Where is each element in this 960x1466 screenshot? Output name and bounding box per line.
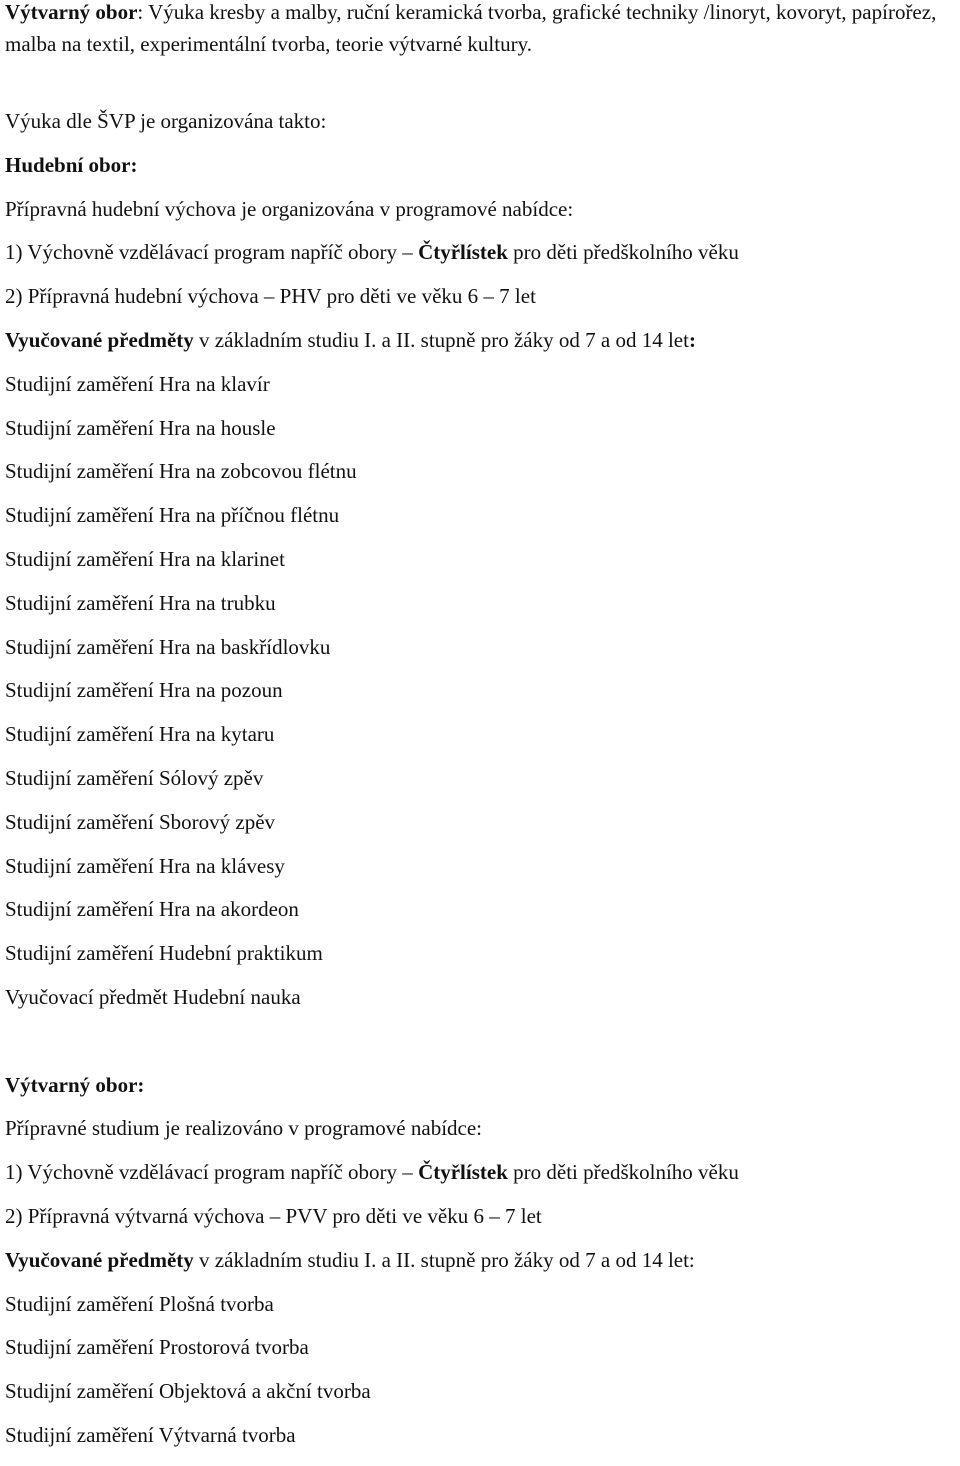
music-subjects-colon: : [688,327,696,352]
art-heading: Výtvarný obor: [5,1072,145,1097]
list-item: Studijní zaměření Plošná tvorba [5,1291,274,1316]
art-prep-line: Přípravné studium je realizováno v programové nabídce: [5,1116,483,1141]
list-item: Studijní zaměření Hra na baskřídlovku [5,634,331,659]
list-item: Studijní zaměření Hra na housle [5,415,276,440]
art-program-2: 2) Přípravná výtvarná výchova – PVV pro děti ve věku 6 – 7 let [5,1203,542,1228]
list-item: Studijní zaměření Prostorová tvorba [5,1335,309,1360]
list-item: Studijní zaměření Sborový zpěv [5,809,276,834]
music-heading: Hudební obor: [5,152,138,177]
music-program-1-prefix: 1) Výchovně vzdělávací program napříč obory – [5,240,419,265]
list-item: Studijní zaměření Hra na kytaru [5,722,275,747]
list-item: Studijní zaměření Hudební praktikum [5,941,323,966]
art-subjects-list [5,1283,955,1458]
list-item: Studijní zaměření Hra na příčnou flétnu [5,503,340,528]
music-subjects-list [5,363,955,1020]
art-program-1-name: Čtyřlístek [418,1160,508,1185]
music-program-1-name: Čtyřlístek [418,240,508,265]
music-subjects-line [5,319,955,363]
document-page [5,0,955,1458]
list-item: Studijní zaměření Hra na pozoun [5,678,283,703]
list-item: Studijní zaměření Výtvarná tvorba [5,1422,296,1447]
art-program-1 [5,1151,955,1195]
spacer [5,1020,955,1064]
art-program-1-prefix: 1) Výchovně vzdělávací program napříč obory – [5,1160,419,1185]
list-item: Studijní zaměření Hra na akordeon [5,897,299,922]
list-item: Studijní zaměření Hra na trubku [5,590,276,615]
music-program-1-suffix: pro děti předškolního věku [507,240,739,265]
music-program-1 [5,231,955,275]
intro-paragraph [5,0,955,60]
music-subjects-text: v základním studiu I. a II. stupně pro žáky od 7 a od 14 let [193,327,689,352]
list-item: Studijní zaměření Hra na klavír [5,371,270,396]
music-subjects-label: Vyučované předměty [5,327,194,352]
art-subjects-line [5,1239,955,1283]
list-item: Vyučovací předmět Hudební nauka [5,984,301,1009]
organization-line: Výuka dle ŠVP je organizována takto: [5,109,327,133]
list-item: Studijní zaměření Hra na zobcovou flétnu [5,459,357,484]
list-item: Studijní zaměření Sólový zpěv [5,765,264,790]
intro-text: : Výuka kresby a malby, ruční keramická tvorba, grafické techniky /linoryt, kovoryt, papírořez, malba na textil, experimentální tvorba, teorie výtvarné kultury. [5,0,937,56]
intro-label: Výtvarný obor [5,0,138,24]
spacer [5,60,955,100]
art-subjects-label: Vyučované předměty [5,1247,194,1272]
music-program-2: 2) Přípravná hudební výchova – PHV pro děti ve věku 6 – 7 let [5,284,536,309]
art-subjects-text: v základním studiu I. a II. stupně pro žáky od 7 a od 14 let: [193,1247,695,1272]
art-program-1-suffix: pro děti předškolního věku [507,1160,739,1185]
list-item: Studijní zaměření Hra na klarinet [5,546,285,571]
list-item: Studijní zaměření Objektová a akční tvorba [5,1379,371,1404]
music-prep-line: Přípravná hudební výchova je organizována v programové nabídce: [5,196,574,221]
list-item: Studijní zaměření Hra na klávesy [5,853,285,878]
